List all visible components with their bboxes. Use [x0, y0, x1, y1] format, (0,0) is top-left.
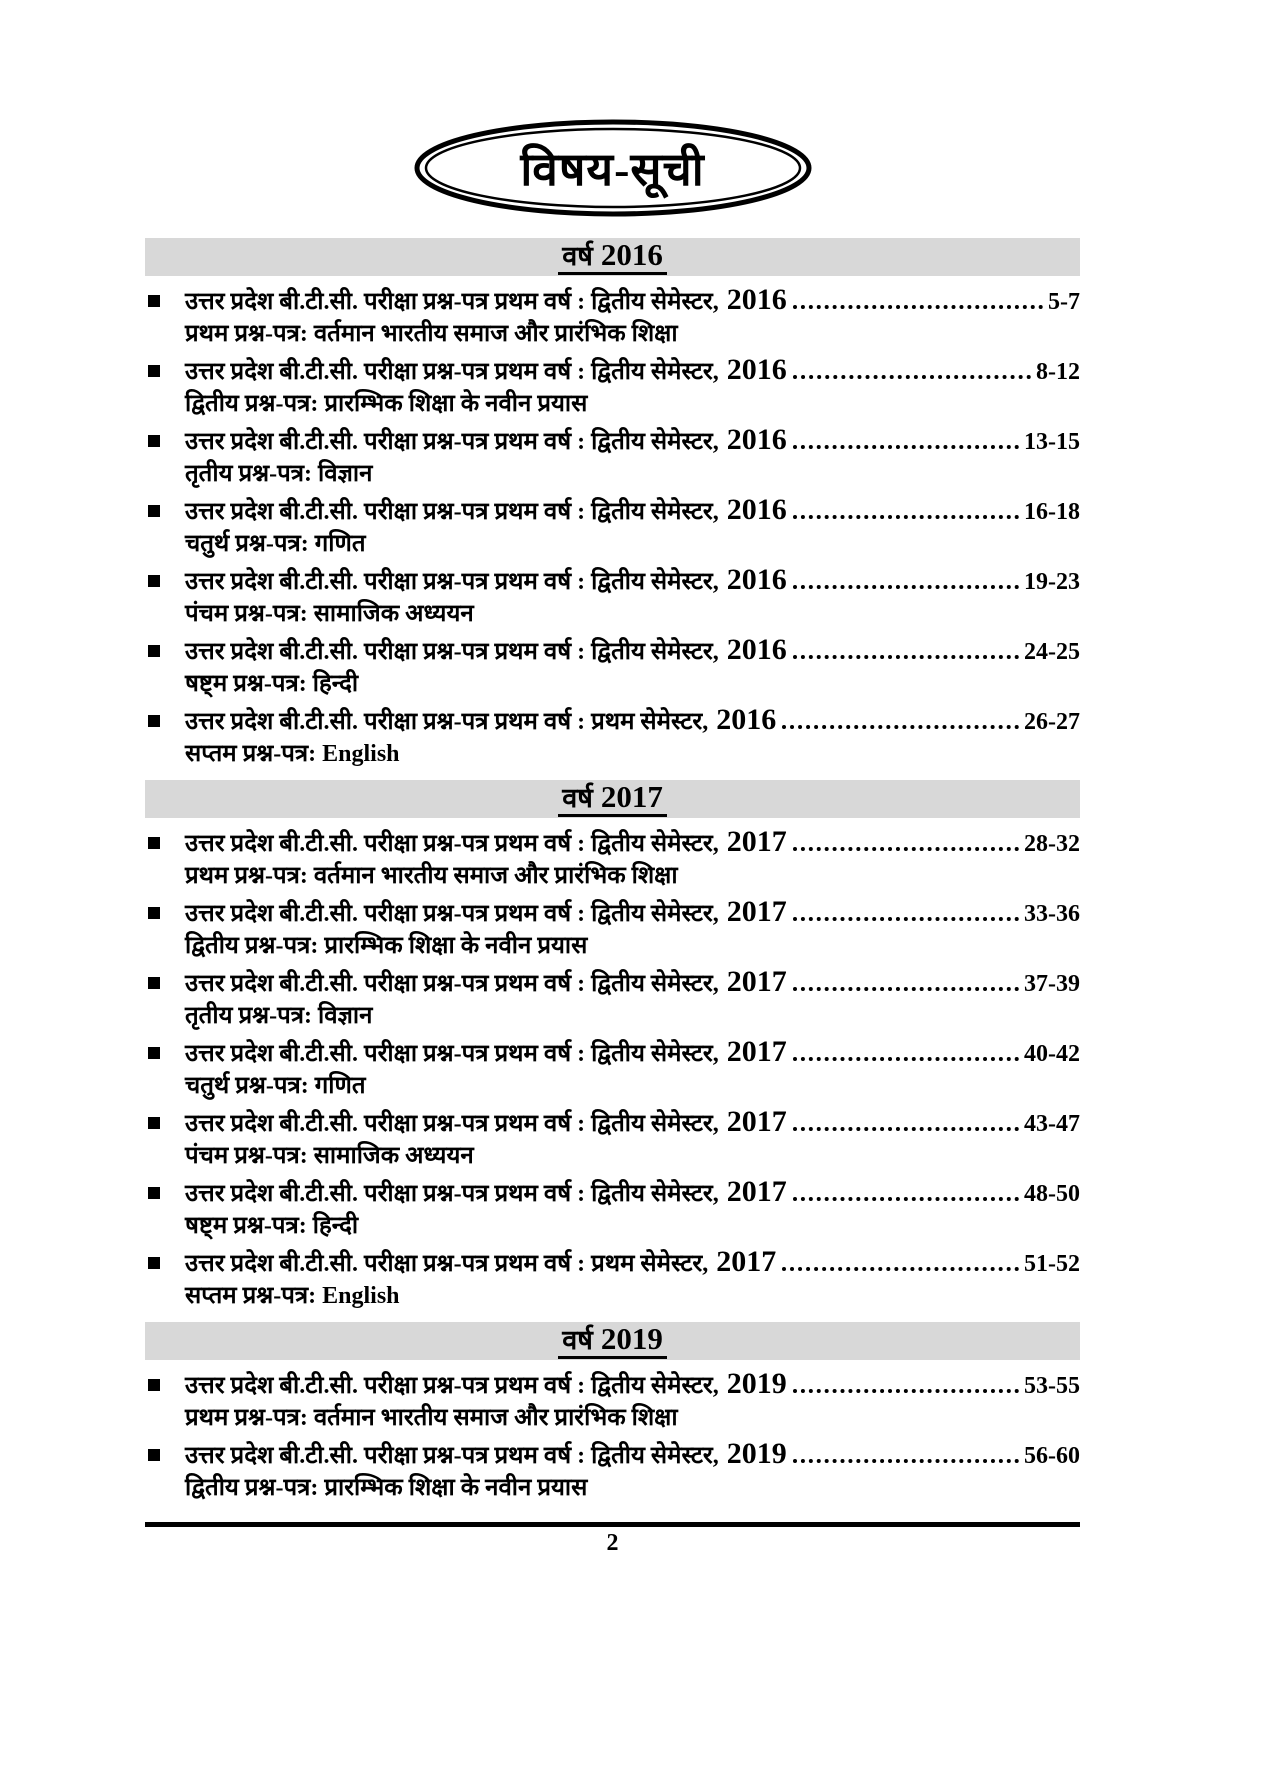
entry-title: उत्तर प्रदेश बी.टी.सी. परीक्षा प्रश्न-पत्र प्रथम वर्ष : द्वितीय सेमेस्टर,	[185, 429, 719, 455]
section-heading-prefix: वर्ष	[562, 1324, 593, 1355]
entry-year: 2019	[726, 1437, 787, 1470]
section-heading	[558, 778, 667, 817]
toc-entry	[145, 282, 1080, 352]
entry-title: उत्तर प्रदेश बी.टी.सी. परीक्षा प्रश्न-पत्र प्रथम वर्ष : द्वितीय सेमेस्टर,	[185, 1181, 719, 1207]
entry-year: 2016	[726, 563, 787, 596]
bullet-square-icon	[145, 492, 185, 562]
page-number: 2	[606, 1530, 619, 1556]
dotted-leader	[793, 515, 1019, 519]
section-heading-prefix: वर्ष	[562, 240, 593, 271]
entry-page-range: 33-36	[1024, 901, 1080, 927]
toc-entry	[145, 1034, 1080, 1104]
entry-year: 2016	[726, 633, 787, 666]
entry-title: उत्तर प्रदेश बी.टी.सी. परीक्षा प्रश्न-पत्र प्रथम वर्ष : द्वितीय सेमेस्टर,	[185, 639, 719, 665]
section-heading-year: 2019	[600, 1320, 663, 1356]
entry-year: 2017	[726, 1105, 787, 1138]
entry-subtitle: द्वितीय प्रश्न-पत्र: प्रारम्भिक शिक्षा के नवीन प्रयास	[185, 1475, 588, 1501]
bullet-square-icon	[145, 422, 185, 492]
toc-entry	[145, 562, 1080, 632]
entry-page-range: 48-50	[1024, 1181, 1080, 1207]
entry-subtitle: चतुर्थ प्रश्न-पत्र: गणित	[185, 531, 366, 557]
dotted-leader	[793, 1389, 1019, 1393]
entry-title: उत्तर प्रदेश बी.टी.सी. परीक्षा प्रश्न-पत्र प्रथम वर्ष : द्वितीय सेमेस्टर,	[185, 499, 719, 525]
title-badge	[413, 118, 813, 218]
toc-entry	[145, 422, 1080, 492]
entry-year: 2017	[716, 1245, 777, 1278]
bullet-square-icon	[145, 1436, 185, 1506]
entry-title: उत्तर प्रदेश बी.टी.सी. परीक्षा प्रश्न-पत्र प्रथम वर्ष : द्वितीय सेमेस्टर,	[185, 1373, 719, 1399]
bullet-square-icon	[145, 1034, 185, 1104]
section-entries-2017	[145, 818, 1080, 1314]
entry-subtitle: प्रथम प्रश्न-पत्र: वर्तमान भारतीय समाज और प्रारंभिक शिक्षा	[185, 863, 678, 889]
entry-subtitle: षष्ट्म प्रश्न-पत्र: हिन्दी	[185, 1213, 359, 1239]
entry-page-range: 43-47	[1024, 1111, 1080, 1137]
section-heading	[558, 236, 667, 275]
toc-entry	[145, 632, 1080, 702]
entry-year: 2016	[726, 423, 787, 456]
entry-subtitle: पंचम प्रश्न-पत्र: सामाजिक अध्ययन	[185, 601, 474, 627]
toc-entry	[145, 1174, 1080, 1244]
dotted-leader	[793, 655, 1019, 659]
toc-entry	[145, 1244, 1080, 1314]
section-header-2016	[145, 238, 1080, 276]
toc-content	[145, 118, 1080, 1559]
dotted-leader	[793, 987, 1019, 991]
section-header-2017	[145, 780, 1080, 818]
dotted-leader	[793, 847, 1019, 851]
entry-title: उत्तर प्रदेश बी.टी.सी. परीक्षा प्रश्न-पत्र प्रथम वर्ष : द्वितीय सेमेस्टर,	[185, 1443, 719, 1469]
bullet-square-icon	[145, 562, 185, 632]
entry-page-range: 28-32	[1024, 831, 1080, 857]
dotted-leader	[793, 917, 1019, 921]
dotted-leader	[793, 305, 1043, 309]
entry-year: 2016	[726, 283, 787, 316]
dotted-leader	[793, 445, 1019, 449]
entry-title: उत्तर प्रदेश बी.टी.सी. परीक्षा प्रश्न-पत्र प्रथम वर्ष : द्वितीय सेमेस्टर,	[185, 289, 719, 315]
bullet-square-icon	[145, 824, 185, 894]
entry-subtitle: सप्तम प्रश्न-पत्र: English	[185, 1283, 400, 1309]
dotted-leader	[793, 375, 1031, 379]
dotted-leader	[793, 585, 1019, 589]
dotted-leader	[782, 725, 1019, 729]
toc-entry	[145, 492, 1080, 562]
dotted-leader	[782, 1267, 1019, 1271]
entry-page-range: 40-42	[1024, 1041, 1080, 1067]
entry-page-range: 8-12	[1036, 359, 1080, 385]
bullet-square-icon	[145, 702, 185, 772]
entry-page-range: 19-23	[1024, 569, 1080, 595]
toc-entry	[145, 352, 1080, 422]
entry-year: 2019	[726, 1367, 787, 1400]
entry-title: उत्तर प्रदेश बी.टी.सी. परीक्षा प्रश्न-पत्र प्रथम वर्ष : द्वितीय सेमेस्टर,	[185, 569, 719, 595]
bullet-square-icon	[145, 282, 185, 352]
entry-year: 2017	[726, 1175, 787, 1208]
section-entries-2019	[145, 1360, 1080, 1506]
entry-year: 2016	[726, 353, 787, 386]
entry-page-range: 5-7	[1048, 289, 1080, 315]
entry-page-range: 13-15	[1024, 429, 1080, 455]
bullet-square-icon	[145, 964, 185, 1034]
section-header-2019	[145, 1322, 1080, 1360]
dotted-leader	[793, 1127, 1019, 1131]
section-entries-2016	[145, 276, 1080, 772]
bullet-square-icon	[145, 632, 185, 702]
entry-subtitle: सप्तम प्रश्न-पत्र: English	[185, 741, 400, 767]
toc-entry	[145, 1366, 1080, 1436]
section-heading-year: 2017	[600, 778, 663, 814]
entry-title: उत्तर प्रदेश बी.टी.सी. परीक्षा प्रश्न-पत्र प्रथम वर्ष : द्वितीय सेमेस्टर,	[185, 359, 719, 385]
dotted-leader	[793, 1057, 1019, 1061]
entry-subtitle: चतुर्थ प्रश्न-पत्र: गणित	[185, 1073, 366, 1099]
entry-year: 2017	[726, 1035, 787, 1068]
entry-page-range: 56-60	[1024, 1443, 1080, 1469]
entry-title: उत्तर प्रदेश बी.टी.सी. परीक्षा प्रश्न-पत्र प्रथम वर्ष : द्वितीय सेमेस्टर,	[185, 1111, 719, 1137]
bullet-square-icon	[145, 1366, 185, 1436]
entry-year: 2016	[726, 493, 787, 526]
entry-title: उत्तर प्रदेश बी.टी.सी. परीक्षा प्रश्न-पत्र प्रथम वर्ष : प्रथम सेमेस्टर,	[185, 709, 709, 735]
entry-subtitle: तृतीय प्रश्न-पत्र: विज्ञान	[185, 1003, 373, 1029]
page-title: विषय-सूची	[520, 144, 705, 195]
entry-subtitle: द्वितीय प्रश्न-पत्र: प्रारम्भिक शिक्षा के नवीन प्रयास	[185, 391, 588, 417]
entry-title: उत्तर प्रदेश बी.टी.सी. परीक्षा प्रश्न-पत्र प्रथम वर्ष : प्रथम सेमेस्टर,	[185, 1251, 709, 1277]
entry-year: 2017	[726, 895, 787, 928]
entry-title: उत्तर प्रदेश बी.टी.सी. परीक्षा प्रश्न-पत्र प्रथम वर्ष : द्वितीय सेमेस्टर,	[185, 831, 719, 857]
dotted-leader	[793, 1459, 1019, 1463]
entry-title: उत्तर प्रदेश बी.टी.सी. परीक्षा प्रश्न-पत्र प्रथम वर्ष : द्वितीय सेमेस्टर,	[185, 901, 719, 927]
bullet-square-icon	[145, 1104, 185, 1174]
toc-entry	[145, 824, 1080, 894]
entry-title: उत्तर प्रदेश बी.टी.सी. परीक्षा प्रश्न-पत्र प्रथम वर्ष : द्वितीय सेमेस्टर,	[185, 1041, 719, 1067]
entry-subtitle: पंचम प्रश्न-पत्र: सामाजिक अध्ययन	[185, 1143, 474, 1169]
entry-subtitle: द्वितीय प्रश्न-पत्र: प्रारम्भिक शिक्षा के नवीन प्रयास	[185, 933, 588, 959]
bullet-square-icon	[145, 352, 185, 422]
bullet-square-icon	[145, 1174, 185, 1244]
toc-entry	[145, 1436, 1080, 1506]
toc-entry	[145, 1104, 1080, 1174]
toc-entry	[145, 894, 1080, 964]
entry-year: 2017	[726, 965, 787, 998]
document-page	[0, 118, 1275, 1768]
bullet-square-icon	[145, 894, 185, 964]
entry-year: 2016	[716, 703, 777, 736]
entry-page-range: 24-25	[1024, 639, 1080, 665]
entry-page-range: 16-18	[1024, 499, 1080, 525]
section-heading	[558, 1320, 667, 1359]
entry-page-range: 26-27	[1024, 709, 1080, 735]
entry-page-range: 37-39	[1024, 971, 1080, 997]
section-heading-year: 2016	[600, 236, 663, 272]
entry-subtitle: प्रथम प्रश्न-पत्र: वर्तमान भारतीय समाज और प्रारंभिक शिक्षा	[185, 1405, 678, 1431]
section-heading-prefix: वर्ष	[562, 782, 593, 813]
toc-entry	[145, 964, 1080, 1034]
entry-subtitle: षष्ट्म प्रश्न-पत्र: हिन्दी	[185, 671, 359, 697]
bullet-square-icon	[145, 1244, 185, 1314]
entry-year: 2017	[726, 825, 787, 858]
entry-page-range: 53-55	[1024, 1373, 1080, 1399]
toc-entry	[145, 702, 1080, 772]
dotted-leader	[793, 1197, 1019, 1201]
entry-title: उत्तर प्रदेश बी.टी.सी. परीक्षा प्रश्न-पत्र प्रथम वर्ष : द्वितीय सेमेस्टर,	[185, 971, 719, 997]
entry-page-range: 51-52	[1024, 1251, 1080, 1277]
entry-subtitle: तृतीय प्रश्न-पत्र: विज्ञान	[185, 461, 373, 487]
entry-subtitle: प्रथम प्रश्न-पत्र: वर्तमान भारतीय समाज और प्रारंभिक शिक्षा	[185, 321, 678, 347]
